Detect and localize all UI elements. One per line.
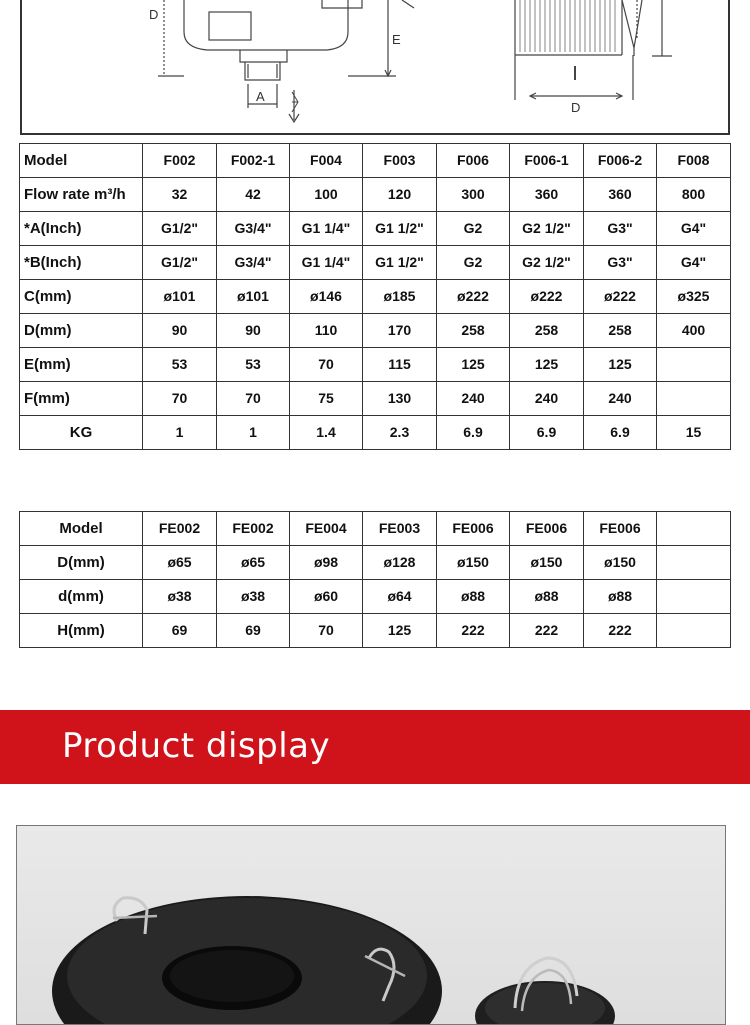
row-label: C(mm) (20, 280, 143, 314)
table-cell: G1 1/4" (290, 212, 363, 246)
table-cell: ø64 (363, 580, 437, 614)
table-cell (657, 614, 731, 648)
row-label: d(mm) (20, 580, 143, 614)
section-title: Product display (62, 726, 331, 766)
table-cell: 15 (657, 416, 731, 450)
table-cell: 32 (143, 178, 217, 212)
table-row (20, 348, 731, 382)
table-cell: 800 (657, 178, 731, 212)
table-cell: ø65 (143, 546, 217, 580)
table-cell: ø146 (290, 280, 363, 314)
drawing-label-d2: D (571, 100, 581, 115)
row-label: *A(Inch) (20, 212, 143, 246)
table-cell: 258 (437, 314, 510, 348)
table-cell: 1.4 (290, 416, 363, 450)
table-cell: 360 (510, 178, 584, 212)
spec-table-element (19, 511, 731, 648)
table-cell: 90 (143, 314, 217, 348)
outlet-neck (240, 50, 287, 62)
header-model: F008 (657, 144, 731, 178)
header-label: Model (20, 512, 143, 546)
header-model: F003 (363, 144, 437, 178)
table-cell: G4" (657, 246, 731, 280)
table-cell (657, 382, 731, 416)
header-model: F006-2 (584, 144, 657, 178)
table-cell: G4" (657, 212, 731, 246)
table-cell: 125 (584, 348, 657, 382)
table-header-row (20, 512, 731, 546)
table-cell: ø185 (363, 280, 437, 314)
table-cell: G1/2" (143, 246, 217, 280)
technical-drawing (20, 0, 730, 135)
table-cell: 222 (437, 614, 510, 648)
table-cell: ø60 (290, 580, 363, 614)
table-cell: G3/4" (217, 246, 290, 280)
header-model: F002-1 (217, 144, 290, 178)
table-cell: 69 (143, 614, 217, 648)
table-cell: ø38 (217, 580, 290, 614)
table-cell: 240 (584, 382, 657, 416)
table-cell: G2 1/2" (510, 246, 584, 280)
table-cell: ø101 (143, 280, 217, 314)
table-cell: ø222 (584, 280, 657, 314)
table-cell: 6.9 (510, 416, 584, 450)
table-cell: ø325 (657, 280, 731, 314)
filter-pleats (520, 0, 615, 52)
table-header-row (20, 144, 731, 178)
drawing-label-d: D (149, 7, 159, 22)
table-cell (657, 580, 731, 614)
table-cell: 130 (363, 382, 437, 416)
header-label: Model (20, 144, 143, 178)
header-model: FE006 (510, 512, 584, 546)
table-cell: 75 (290, 382, 363, 416)
table-cell: 300 (437, 178, 510, 212)
table-cell: ø222 (510, 280, 584, 314)
table-cell: ø128 (363, 546, 437, 580)
header-model: FE003 (363, 512, 437, 546)
header-model: FE006 (437, 512, 510, 546)
header-model: FE002 (143, 512, 217, 546)
row-label: KG (20, 416, 143, 450)
table-cell: ø88 (437, 580, 510, 614)
header-model: F006 (437, 144, 510, 178)
table-cell: G3" (584, 246, 657, 280)
table-cell: G1/2" (143, 212, 217, 246)
table-row (20, 416, 731, 450)
table-cell: 240 (437, 382, 510, 416)
drawing-label-e: E (392, 32, 401, 47)
table-row (20, 546, 731, 580)
table-cell: 400 (657, 314, 731, 348)
drawing-label-a: A (256, 89, 265, 104)
table-cell: 42 (217, 178, 290, 212)
table-cell: ø38 (143, 580, 217, 614)
table-cell: 125 (510, 348, 584, 382)
table-cell: 1 (217, 416, 290, 450)
table-cell: G2 (437, 246, 510, 280)
table-cell: 1 (143, 416, 217, 450)
table-cell: 69 (217, 614, 290, 648)
table-cell: 70 (290, 614, 363, 648)
table-cell: ø88 (510, 580, 584, 614)
drawing-svg (22, 0, 732, 135)
table-cell: 258 (584, 314, 657, 348)
table-cell: ø150 (510, 546, 584, 580)
table-cell: G2 (437, 212, 510, 246)
spec-table-housing (19, 143, 731, 450)
table-cell: 6.9 (437, 416, 510, 450)
table-cell: G1 1/2" (363, 212, 437, 246)
header-model: FE004 (290, 512, 363, 546)
table-row (20, 212, 731, 246)
table-cell: 125 (437, 348, 510, 382)
table-cell: 53 (143, 348, 217, 382)
header-model: F004 (290, 144, 363, 178)
table-cell: 53 (217, 348, 290, 382)
table-row (20, 280, 731, 314)
section-banner (0, 710, 750, 784)
table-cell: 120 (363, 178, 437, 212)
table-cell: 6.9 (584, 416, 657, 450)
table-cell: G3/4" (217, 212, 290, 246)
table-row (20, 246, 731, 280)
table-cell: ø150 (437, 546, 510, 580)
table-cell: G3" (584, 212, 657, 246)
row-label: F(mm) (20, 382, 143, 416)
header-model: FE002 (217, 512, 290, 546)
table-row (20, 178, 731, 212)
table-cell: 258 (510, 314, 584, 348)
table-cell: 70 (143, 382, 217, 416)
header-model: FE006 (584, 512, 657, 546)
row-label: *B(Inch) (20, 246, 143, 280)
table-cell: 70 (290, 348, 363, 382)
table-cell: 100 (290, 178, 363, 212)
table-cell: ø101 (217, 280, 290, 314)
row-label: D(mm) (20, 546, 143, 580)
table-row (20, 314, 731, 348)
table-cell: 222 (510, 614, 584, 648)
table-cell: 110 (290, 314, 363, 348)
table-cell: G1 1/4" (290, 246, 363, 280)
table-cell: ø88 (584, 580, 657, 614)
table-cell: ø98 (290, 546, 363, 580)
table-row (20, 382, 731, 416)
table-row (20, 614, 731, 648)
table-cell (657, 348, 731, 382)
table-cell: ø222 (437, 280, 510, 314)
product-photo-svg (17, 826, 726, 1025)
table-row (20, 580, 731, 614)
table-cell: 125 (363, 614, 437, 648)
header-model: F006-1 (510, 144, 584, 178)
table-cell (657, 546, 731, 580)
table-cell: G2 1/2" (510, 212, 584, 246)
row-label: H(mm) (20, 614, 143, 648)
table-cell: 2.3 (363, 416, 437, 450)
filter-label-box (209, 12, 251, 40)
table-cell: ø150 (584, 546, 657, 580)
header-model (657, 512, 731, 546)
table-cell: 360 (584, 178, 657, 212)
table-cell: 70 (217, 382, 290, 416)
table-cell: 240 (510, 382, 584, 416)
table-cell: G1 1/2" (363, 246, 437, 280)
product-photo (16, 825, 726, 1025)
header-model: F002 (143, 144, 217, 178)
table-cell: ø65 (217, 546, 290, 580)
table-cell: 115 (363, 348, 437, 382)
table-cell: 90 (217, 314, 290, 348)
row-label: D(mm) (20, 314, 143, 348)
row-label: Flow rate m³/h (20, 178, 143, 212)
table-cell: 222 (584, 614, 657, 648)
row-label: E(mm) (20, 348, 143, 382)
table-cell: 170 (363, 314, 437, 348)
